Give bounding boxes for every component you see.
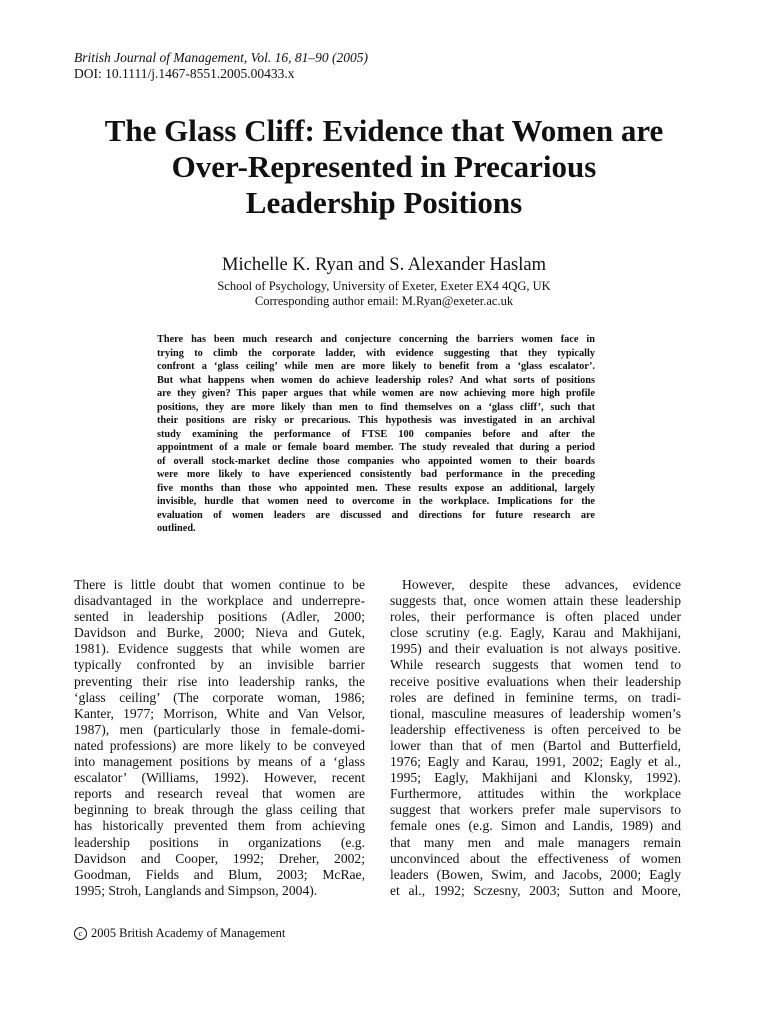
body-line: 1995) and their evaluation is not always positive. xyxy=(390,641,681,657)
body-line: close scrutiny (e.g. Eagly, Karau and Makhijani, xyxy=(390,625,681,641)
body-line: leadership effectiveness is often perceived to be xyxy=(390,721,681,737)
copyright-icon: c xyxy=(74,927,87,940)
abstract xyxy=(157,333,595,536)
abstract-line: But what happens when women do achieve leadership roles? And what sorts of positions xyxy=(157,374,595,386)
abstract-line: of overall stock-market decline those companies who appointed women to their boards xyxy=(157,455,595,467)
body-line: tional, masculine measures of leadership women’s xyxy=(390,705,681,721)
body-line: ‘glass ceiling’ (The corporate woman, 1986; xyxy=(74,689,365,705)
affiliation: School of Psychology, University of Exeter, Exeter EX4 4QG, UK xyxy=(217,279,551,293)
body-line: escalator’ (Williams, 1992). However, recent xyxy=(74,770,365,786)
body-line: into management positions by means of a ‘glass xyxy=(74,754,365,770)
body-line: roles, their performance is often placed under xyxy=(390,609,681,625)
body-line: beginning to break through the glass ceiling that xyxy=(74,802,365,818)
body-line: disadvantaged in the workplace and underrepre- xyxy=(74,593,365,609)
abstract-line: There has been much research and conjecture concerning the barriers women face in xyxy=(157,334,595,345)
body-line: There is little doubt that women continue to be xyxy=(74,577,365,592)
body-line: preventing their rise into leadership ranks, the xyxy=(74,673,365,689)
doi: DOI: 10.1111/j.1467-8551.2005.00433.x xyxy=(74,66,295,81)
body-line: leadership positions in organizations (e.g. xyxy=(74,834,365,850)
body-column-right xyxy=(390,577,681,899)
abstract-line: trying to climb the corporate ladder, with evidence suggesting that they typically xyxy=(157,347,595,359)
body-line: roles are defined in feminine terms, on tradi- xyxy=(390,689,681,705)
body-column-left xyxy=(74,577,365,899)
body-line: female ones (e.g. Simon and Landis, 1989) and xyxy=(390,818,681,834)
body-line: 1995; Eagly, Makhijani and Klonsky, 1992). xyxy=(390,770,681,786)
body-line: typically confronted by an invisible barrier xyxy=(74,657,365,673)
body-line: receive positive evaluations when their leadership xyxy=(390,673,681,689)
body-line: suggests that, once women attain these leadership xyxy=(390,593,681,609)
body-line: Kanter, 1977; Morrison, White and Van Velsor, xyxy=(74,705,365,721)
title-line: Leadership Positions xyxy=(245,185,523,220)
journal-header xyxy=(74,50,368,82)
body-line: Davidson and Cooper, 1992; Dreher, 2002; xyxy=(74,850,365,866)
body-line: While research suggests that women tend to xyxy=(390,657,681,673)
body-line: Furthermore, attitudes within the workplace xyxy=(390,786,681,802)
authors: Michelle K. Ryan and S. Alexander Haslam xyxy=(222,255,546,275)
corresponding-author: Corresponding author email: M.Ryan@exeter.ac.uk xyxy=(254,294,514,308)
article-title xyxy=(40,113,728,221)
body-line: 1976; Eagly and Karau, 1991, 2002; Eagly et al., xyxy=(390,754,681,770)
abstract-line: study examining the performance of FTSE 100 companies before and after the xyxy=(157,428,595,440)
body-line: Davidson and Burke, 2000; Nieva and Gutek, xyxy=(74,625,365,641)
abstract-line: appointment of a male or female board member. The study revealed that during a period xyxy=(157,442,595,453)
copyright-footer xyxy=(74,926,285,941)
abstract-line: confront a ‘glass ceiling’ while men are more likely to benefit from a ‘glass escalator’. xyxy=(157,361,595,372)
journal-citation: British Journal of Management, Vol. 16, 81–90 (2005) xyxy=(74,50,368,65)
body-line: Goodman, Fields and Blum, 2003; McRae, xyxy=(74,866,365,882)
body-line: leaders (Bowen, Swim, and Jacobs, 2000; Eagly xyxy=(390,866,681,882)
abstract-line: outlined. xyxy=(157,523,196,534)
body-line: reports and research reveal that women are xyxy=(74,786,365,802)
body-line: nated professions) are more likely to be conveyed xyxy=(74,737,365,753)
body-line: 1987), men (particularly those in female-domi- xyxy=(74,721,365,737)
body-line: unconvinced about the effectiveness of women xyxy=(390,850,681,866)
body-line: has historically prevented them from achieving xyxy=(74,818,365,834)
affiliation-block xyxy=(40,279,728,309)
abstract-line: evaluation of women leaders are discussed and directions for future research are xyxy=(157,509,595,521)
abstract-line: are they given? This paper argues that while women are now achieving more high profile xyxy=(157,388,595,399)
abstract-line: positions, they are more likely than men to find themselves on a ‘glass cliff’, such that xyxy=(157,401,595,413)
title-line: The Glass Cliff: Evidence that Women are xyxy=(104,113,664,148)
body-line: suggest that workers prefer male supervisors to xyxy=(390,802,681,818)
body-line: that many men and male managers remain xyxy=(390,834,681,850)
abstract-line: five months than those who appointed men. These results expose an additional, largely xyxy=(157,482,595,494)
body-line: lower than that of men (Bartol and Butterfield, xyxy=(390,737,681,753)
title-line: Over-Represented in Precarious xyxy=(171,149,597,184)
body-line: However, despite these advances, evidence xyxy=(402,577,681,592)
abstract-line: invisible, hurdle that women need to overcome in the workplace. Implications for the xyxy=(157,496,595,507)
body-line: sented in leadership positions (Adler, 2000; xyxy=(74,609,365,625)
body-line: et al., 1992; Sczesny, 2003; Sutton and Moore, xyxy=(390,882,681,898)
body-line: 1995; Stroh, Langlands and Simpson, 2004). xyxy=(74,882,318,898)
abstract-line: were more likely to have experienced consistently bad performance in the preceding xyxy=(157,469,595,480)
abstract-line: their positions are risky or precarious. This hypothesis was investigated in an archival xyxy=(157,415,595,426)
body-line: 1981). Evidence suggests that while women are xyxy=(74,641,365,657)
copyright-text: 2005 British Academy of Management xyxy=(91,926,286,940)
